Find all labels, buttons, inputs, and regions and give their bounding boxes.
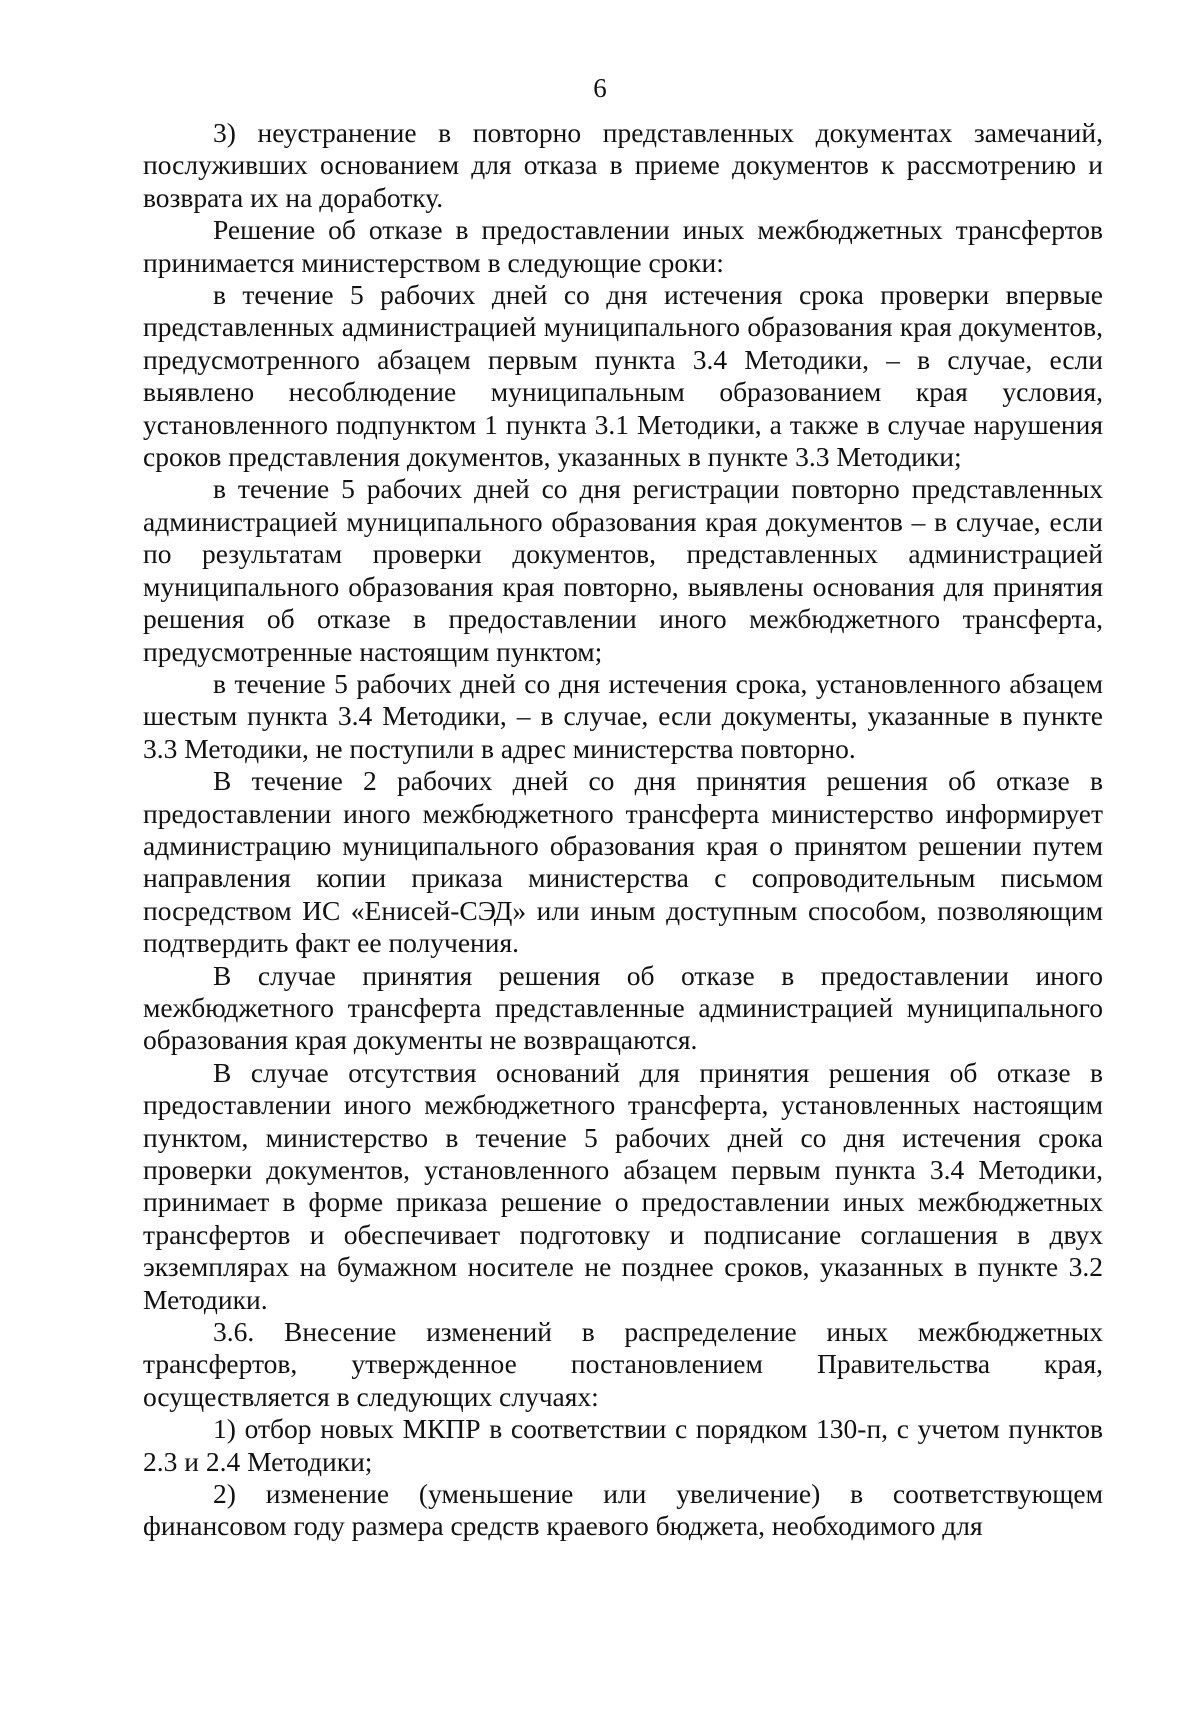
paragraph-item-3: 3) неустранение в повторно представленных документах замечаний, послуживших основанием для отказа в приеме документов к рассмотрению и возврата их на доработку. <box>143 117 1103 213</box>
paragraph-case-1: 1) отбор новых МКПР в соответствии с порядком 130-п, с учетом пунктов 2.3 и 2.4 Методики; <box>143 1413 1103 1477</box>
document-body <box>143 117 1103 1543</box>
paragraph-term-first-documents: в течение 5 рабочих дней со дня истечения срока проверки впервые представленных администрацией муниципального образования края документов, предусмотренного абзацем первым пункта 3.4 Методики, – в случае, если выявлено несоблюдение муниципальным образованием края условия, установленного подпунктом 1 пункта 3.1 Методики, а также в случае нарушения сроков представления документов, указанных в пункте 3.3 Методики; <box>143 279 1103 473</box>
paragraph-documents-not-returned: В случае принятия решения об отказе в предоставлении иного межбюджетного трансферта представленные администрацией муниципального образования края документы не возвращаются. <box>143 959 1103 1056</box>
paragraph-provision-decision: В случае отсутствия оснований для принятия решения об отказе в предоставлении иного межбюджетного трансферта, установленных настоящим пунктом, министерство в течение 5 рабочих дней со дня истечения срока проверки документов, установленного абзацем первым пункта 3.4 Методики, принимает в форме приказа решение о предоставлении иных межбюджетных трансфертов и обеспечивает подготовку и подписание соглашения в двух экземплярах на бумажном носителе не позднее сроков, указанных в пункте 3.2 Методики. <box>143 1056 1103 1315</box>
paragraph-case-2: 2) изменение (уменьшение или увеличение) в соответствующем финансовом году размера средств краевого бюджета, необходимого для <box>143 1478 1103 1542</box>
paragraph-section-3-6: 3.6. Внесение изменений в распределение иных межбюджетных трансфертов, утвержденное постановлением Правительства края, осуществляется в следующих случаях: <box>143 1316 1103 1412</box>
page-number: 6 <box>593 73 607 103</box>
paragraph-notification: В течение 2 рабочих дней со дня принятия решения об отказе в предоставлении иного межбюджетного трансферта министерство информирует администрацию муниципального образования края о принятом решении путем направления копии приказа министерства с сопроводительным письмом посредством ИС «Енисей-СЭД» или иным доступным способом, позволяющим подтвердить факт ее получения. <box>143 765 1103 959</box>
paragraph-refusal-decision: Решение об отказе в предоставлении иных межбюджетных трансфертов принимается министерством в следующие сроки: <box>143 214 1103 278</box>
paragraph-term-not-received: в течение 5 рабочих дней со дня истечения срока, установленного абзацем шестым пункта 3.4 Методики, – в случае, если документы, указанные в пункте 3.3 Методики, не поступили в адрес министерства повторно. <box>143 667 1103 764</box>
paragraph-term-repeat-registration: в течение 5 рабочих дней со дня регистрации повторно представленных администрацией муниципального образования края документов – в случае, если по результатам проверки документов, представленных администрацией муниципального образования края повторно, выявлены основания для принятия решения об отказе в предоставлении иного межбюджетного трансферта, предусмотренные настоящим пунктом; <box>143 473 1103 667</box>
